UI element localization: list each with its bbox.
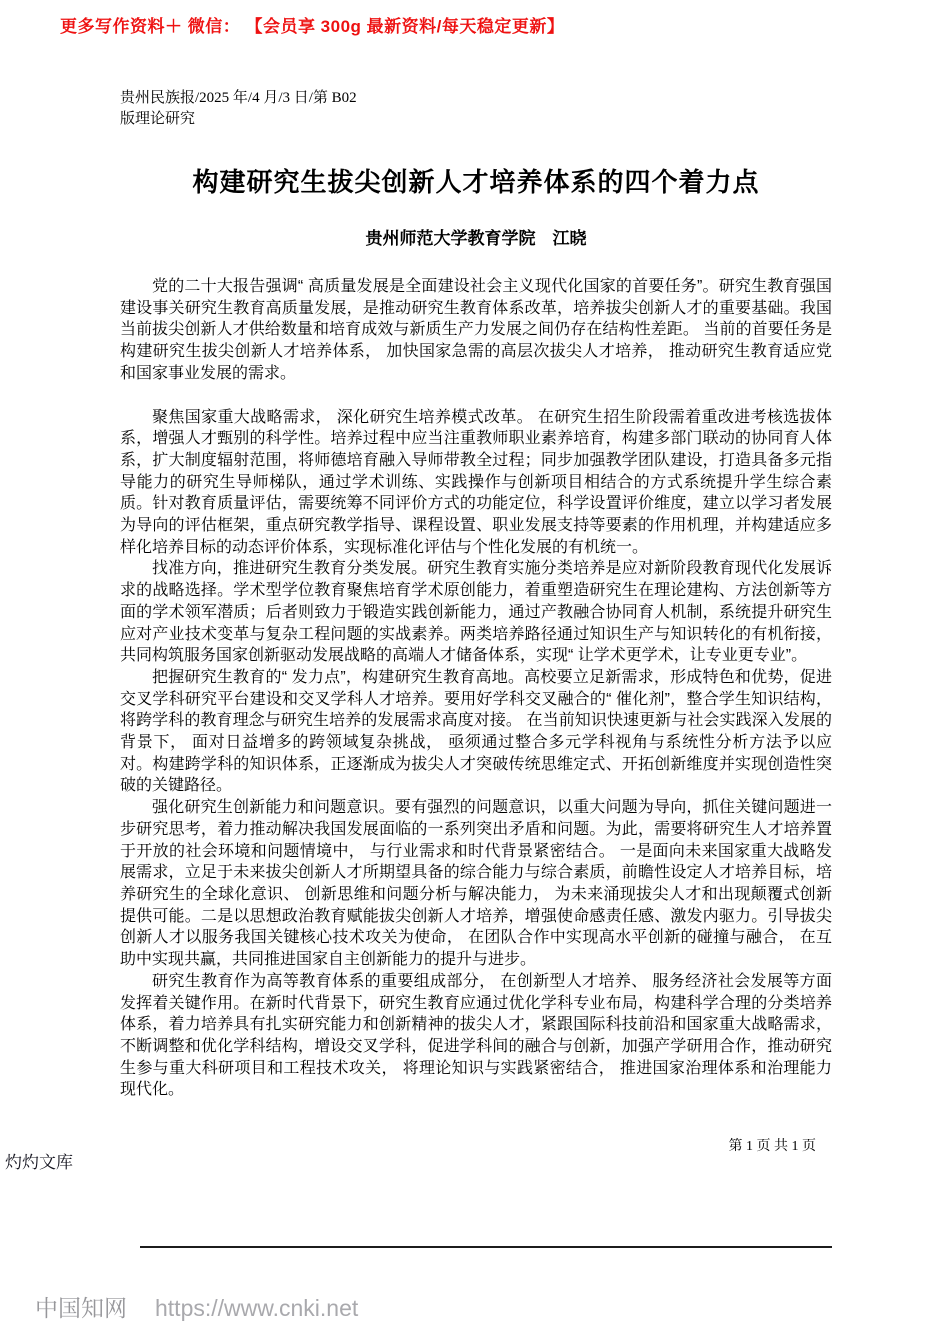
cnki-watermark	[35, 1290, 358, 1323]
article-title: 构建研究生拔尖创新人才培养体系的四个着力点	[192, 167, 760, 197]
library-watermark: 灼灼文库	[5, 1153, 73, 1172]
article-body	[120, 276, 832, 1101]
promo-banner: 更多写作资料＋ 微信： 【会员享 300g 最新资料/每天稳定更新】	[60, 17, 565, 36]
paragraph: 聚焦国家重大战略需求， 深化研究生培养模式改革。 在研究生招生阶段需着重改进考核选拔体系，增强人才甄别的科学性。培养过程中应当注重教师职业素养培育，构建多部门联动的协同育人体系，扩大制度辐射范围，将师德培育融入导师带教全过程；同步加强教学团队建设，打造具备多元指导能力的研究生导师梯队，通过学术训练、实践操作与创新项目相结合的方式系统提升学生综合素质。针对教育质量评估，需要统筹不同评价方式的功能定位，科学设置评价维度，建立以学习者发展为导向的评估框架，重点研究教学指导、课程设置、职业发展支持等要素的作用机理，并构建适应多样化培养目标的动态评价体系，实现标准化评估与个性化发展的有机统一。	[120, 408, 832, 556]
source-citation	[120, 88, 832, 130]
paragraph: 找准方向，推进研究生教育分类发展。研究生教育实施分类培养是应对新阶段教育现代化发展诉求的战略选择。学术型学位教育聚焦培育学术原创能力，着重塑造研究生在理论建构、方法创新等方面的学术领军潜质；后者则致力于锻造实践创新能力，通过产教融合协同育人机制，系统提升研究生应对产业技术变革与复杂工程问题的实战素养。两类培养路径通过知识生产与知识转化的有机衔接，共同构筑服务国家创新驱动发展战略的高端人才储备体系，实现“ 让学术更学术，让专业更专业”。	[120, 560, 832, 665]
source-line-2: 版理论研究	[120, 111, 196, 127]
paragraph: 把握研究生教育的“ 发力点”，构建研究生教育高地。高校要立足新需求，形成特色和优势，促进交叉学科研究平台建设和交叉学科人才培养。要用好学科交叉融合的“ 催化剂”，整合学生知识结构，将跨学科的教育理念与研究生培养的发展需求高度对接。 在当前知识快速更新与社会实践深入发展的背景下， 面对日益增多的跨领域复杂挑战， 亟须通过整合多元学科视角与系统性分析方法予以应对。构建跨学科的知识体系，正逐渐成为拔尖人才突破传统思维定式、开拓创新维度并实现创造性突破的关键路径。	[120, 668, 832, 795]
page-indicator: 第 1 页 共 1 页	[728, 1139, 816, 1155]
paragraph: 强化研究生创新能力和问题意识。要有强烈的问题意识，以重大问题为导向，抓住关键问题进一步研究思考，着力推动解决我国发展面临的一系列突出矛盾和问题。为此，需要将研究生人才培养置于开放的社会环境和问题情境中， 与行业需求和时代背景紧密结合。 一是面向未来国家重大战略发展需求，立足于未来拔尖创新人才所期望具备的综合能力与综合素质，前瞻性设定人才培养目标，培养研究生的全球化意识、 创新思维和问题分析与解决能力， 为未来涌现拔尖人才和出现颠覆式创新提供可能。二是以思想政治教育赋能拔尖创新人才培养，增强使命感责任感、激发内驱力。引导拔尖创新人才以服务我国关键核心技术攻关为使命， 在团队合作中实现高水平创新的碰撞与融合， 在互助中实现共赢，共同推进国家自主创新能力的提升与进步。	[120, 799, 832, 969]
cnki-site-name: 中国知网	[35, 1295, 127, 1321]
paragraph: 党的二十大报告强调“ 高质量发展是全面建设社会主义现代化国家的首要任务”。研究生教育强国建设事关研究生教育高质量发展，是推动研究生教育体系改革，培养拔尖创新人才的重要基础。我国当前拔尖创新人才供给数量和培育成效与新质生产力发展之间仍存在结构性差距。 当前的首要任务是构建研究生拔尖创新人才培养体系， 加快国家急需的高层次拔尖人才培养， 推动研究生教育适应党和国家事业发展的需求。	[120, 278, 832, 382]
paragraph: 研究生教育作为高等教育体系的重要组成部分， 在创新型人才培养、 服务经济社会发展等方面发挥着关键作用。在新时代背景下，研究生教育应通过优化学科专业布局，构建科学合理的分类培养体系，着力培养具有扎实研究能力和创新精神的拔尖人才，紧跟国际科技前沿和国家重大战略需求，不断调整和优化学科结构，增设交叉学科，促进学科间的融合与创新，加强产学研用合作，推动研究生参与重大科研项目和工程技术攻关， 将理论知识与实践紧密结合， 推进国家治理体系和治理能力现代化。	[120, 972, 832, 1099]
footer-divider	[140, 1246, 832, 1248]
article-byline: 贵州师范大学教育学院 江晓	[365, 229, 587, 248]
cnki-site-url: https://www.cnki.net	[155, 1295, 359, 1321]
article-content	[120, 88, 832, 1155]
source-line-1: 贵州民族报/2025 年/4 月/3 日/第 B02	[120, 90, 357, 106]
